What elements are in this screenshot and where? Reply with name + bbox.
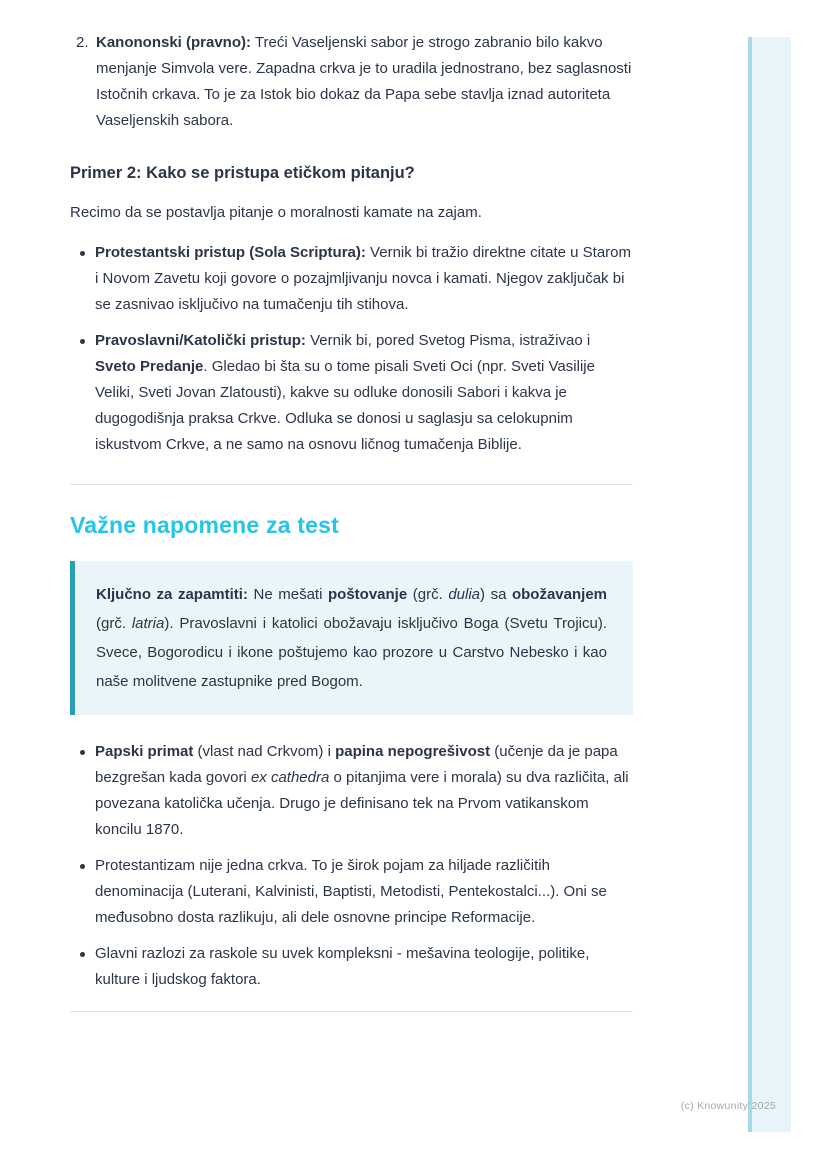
list-item: [70, 853, 633, 931]
bottom-divider: [70, 1011, 633, 1012]
notes-list: [70, 739, 633, 993]
list-item-text: Pravoslavni/Katolički pristup: Vernik bi, pored Svetog Pisma, istraživao i Sveto Predanje. Gledao bi šta su o tome pisali Sveti Oci (npr. Sveti Vasilije Veliki, Sveti Jovan Zlatousti), kakve su odluke donosili Sabori i kakva je dugogodišnja praksa Crkve. Odluka se donosi u saglasju sa celokupnim iskustvom Crkve, a ne samo na osnovu ličnog tumačenja Biblije.: [95, 332, 595, 453]
bullet-icon: [80, 750, 85, 755]
page-edge-decoration: [748, 37, 791, 1132]
section-heading: Važne napomene za test: [70, 512, 339, 538]
numbered-item-text: Kanononski (pravno): Treći Vaseljenski sabor je strogo zabranio bilo kakvo menjanje Simvola vere. Zapadna crkva je to uradila jednostrano, bez saglasnosti Istočnih crkava. To je za Istok bio dokaz da Papa sebe stavlja iznad autoriteta Vaseljenskih sabora.: [96, 34, 632, 129]
list-item-text: Protestantizam nije jedna crkva. To je širok pojam za hiljade različitih denominacija (Luterani, Kalvinisti, Baptisti, Metodisti, Pentekostalci...). Oni se međusobno dosta razlikuju, ali dele osnovne principe Reformacije.: [95, 857, 607, 926]
intro-paragraph: Recimo da se postavlja pitanje o moralnosti kamate na zajam.: [70, 204, 482, 221]
bullet-icon: [80, 864, 85, 869]
bullet-icon: [80, 339, 85, 344]
list-item: [70, 240, 633, 318]
list-item: [70, 328, 633, 458]
list-item-number: 2.: [76, 34, 89, 51]
bullet-icon: [80, 952, 85, 957]
list-item-text: Glavni razlozi za raskole su uvek kompleksni - mešavina teologije, politike, kulture i ljudskog faktora.: [95, 945, 590, 988]
list-item: [70, 739, 633, 843]
callout-text: Ključno za zapamtiti: Ne mešati poštovanje (grč. dulia) sa obožavanjem (grč. latria). Pravoslavni i katolici obožavaju isključivo Boga (Svetu Trojicu). Svece, Bogorodicu i ikone poštujemo kao prozore u Carstvo Nebesko i kao naše molitvene zastupnike pred Bogom.: [96, 586, 607, 690]
example-heading: Primer 2: Kako se pristupa etičkom pitanju?: [70, 164, 415, 182]
bullet-icon: [80, 251, 85, 256]
key-note-callout: [70, 561, 633, 715]
list-item-text: Papski primat (vlast nad Crkvom) i papina nepogrešivost (učenje da je papa bezgrešan kada govori ex cathedra o pitanjima vere i morala) su dva različita, ali povezana katolička učenja. Drugo je definisano tek na Prvom vatikanskom koncilu 1870.: [95, 743, 629, 838]
numbered-list-item: [70, 30, 633, 134]
copyright-footer: (c) Knowunity 2025: [680, 1100, 776, 1112]
list-item-text: Protestantski pristup (Sola Scriptura): Vernik bi tražio direktne citate u Starom i Novom Zavetu koji govore o pozajmljivanju novca i kamati. Njegov zaključak bi se zasnivao isključivo na tumačenju tih stihova.: [95, 244, 632, 313]
section-divider: [70, 484, 633, 485]
approach-list: [70, 240, 633, 458]
list-item: [70, 941, 633, 993]
document-content: [70, 30, 633, 1012]
